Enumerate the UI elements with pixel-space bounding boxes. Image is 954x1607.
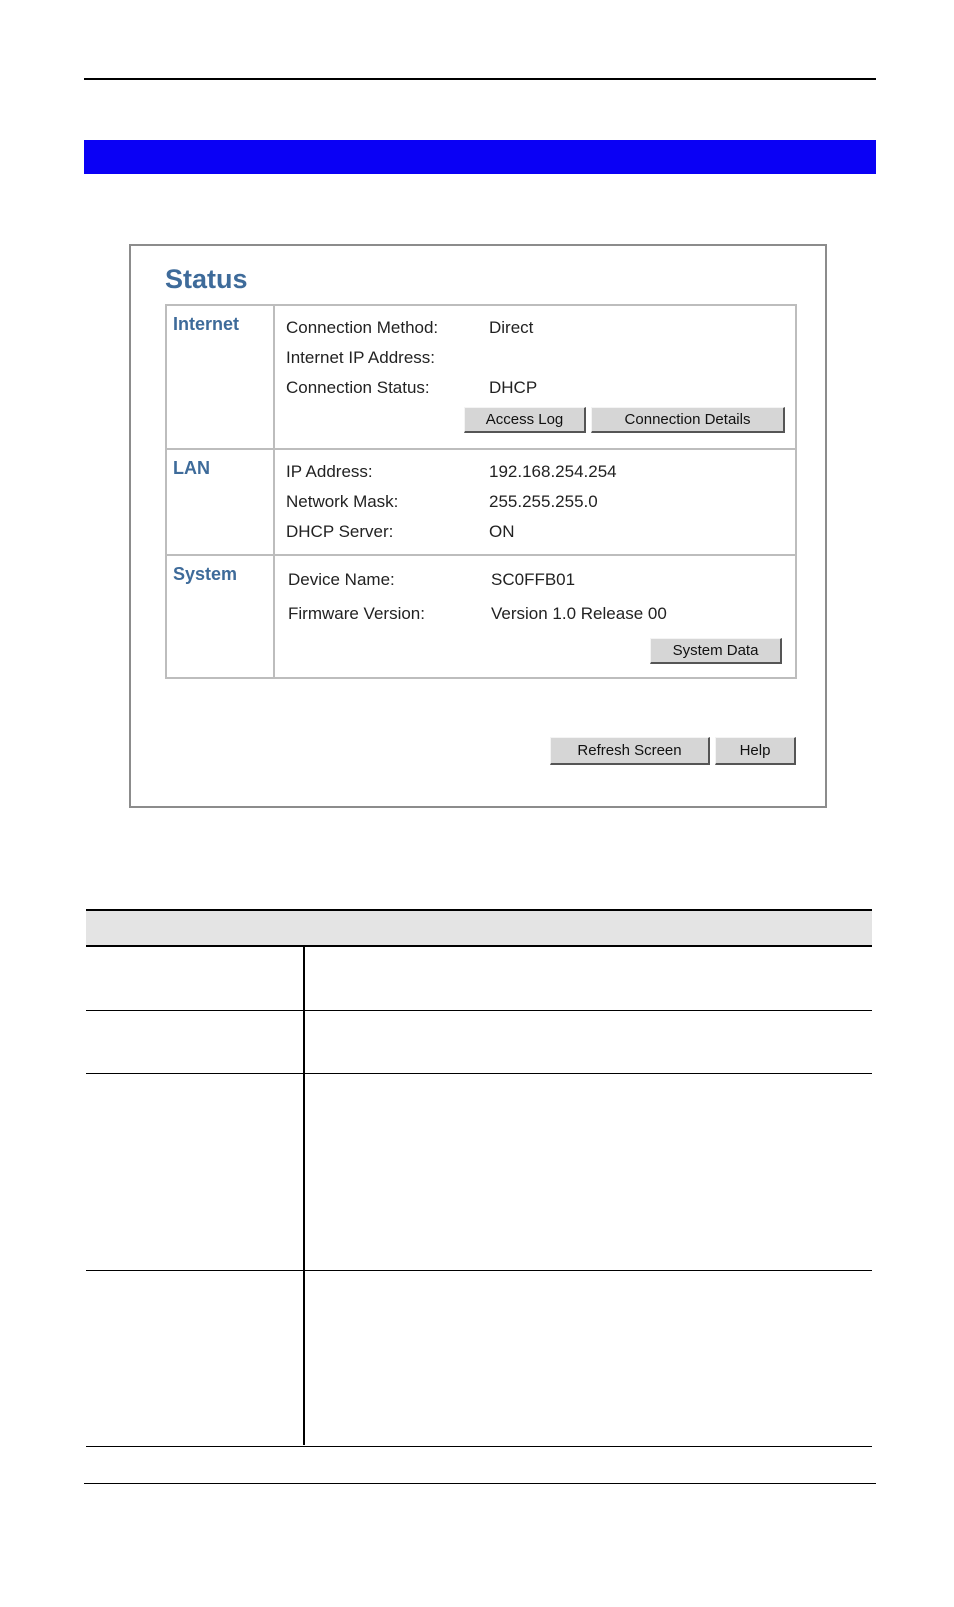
internet-ip-label: Internet IP Address: [286,348,435,367]
system-data-button[interactable]: System Data [650,638,782,664]
connection-method-value: Direct [489,318,534,337]
table-header [86,909,872,947]
section-divider [273,556,275,677]
connection-status-value: DHCP [489,378,538,397]
connection-method-label: Connection Method: [286,318,439,337]
section-header-bar [84,140,876,174]
table-column-divider [303,947,305,1445]
section-divider [273,450,275,554]
system-label: System [173,564,238,584]
device-name-label: Device Name: [288,570,395,589]
section-divider [273,306,275,448]
lan-label: LAN [173,458,210,478]
system-section [167,554,795,677]
connection-details-button[interactable]: Connection Details [591,407,785,433]
lan-ip-label: IP Address: [286,462,373,481]
help-button[interactable]: Help [715,737,796,765]
access-log-button[interactable]: Access Log [464,407,586,433]
firmware-version-label: Firmware Version: [288,604,425,623]
network-mask-label: Network Mask: [286,492,399,511]
firmware-version-value: Version 1.0 Release 00 [491,604,667,623]
lan-section [167,448,795,554]
dhcp-server-label: DHCP Server: [286,522,394,541]
refresh-screen-button[interactable]: Refresh Screen [550,737,710,765]
internet-label: Internet [173,314,240,334]
table-row [86,947,872,1011]
table-bottom-rule [86,1446,872,1447]
bottom-rule [84,1483,876,1484]
lan-ip-value: 192.168.254.254 [489,462,617,481]
status-panel [165,304,797,679]
internet-section [167,306,795,448]
table-row [86,1074,872,1271]
network-mask-value: 255.255.255.0 [489,492,598,511]
status-screen [129,244,827,808]
connection-status-label: Connection Status: [286,378,430,397]
table-row [86,1011,872,1074]
top-rule [84,78,876,80]
dhcp-server-value: ON [489,522,515,541]
device-name-value: SC0FFB01 [491,570,576,589]
table-row [86,1271,872,1445]
page-title: Status [165,264,248,294]
